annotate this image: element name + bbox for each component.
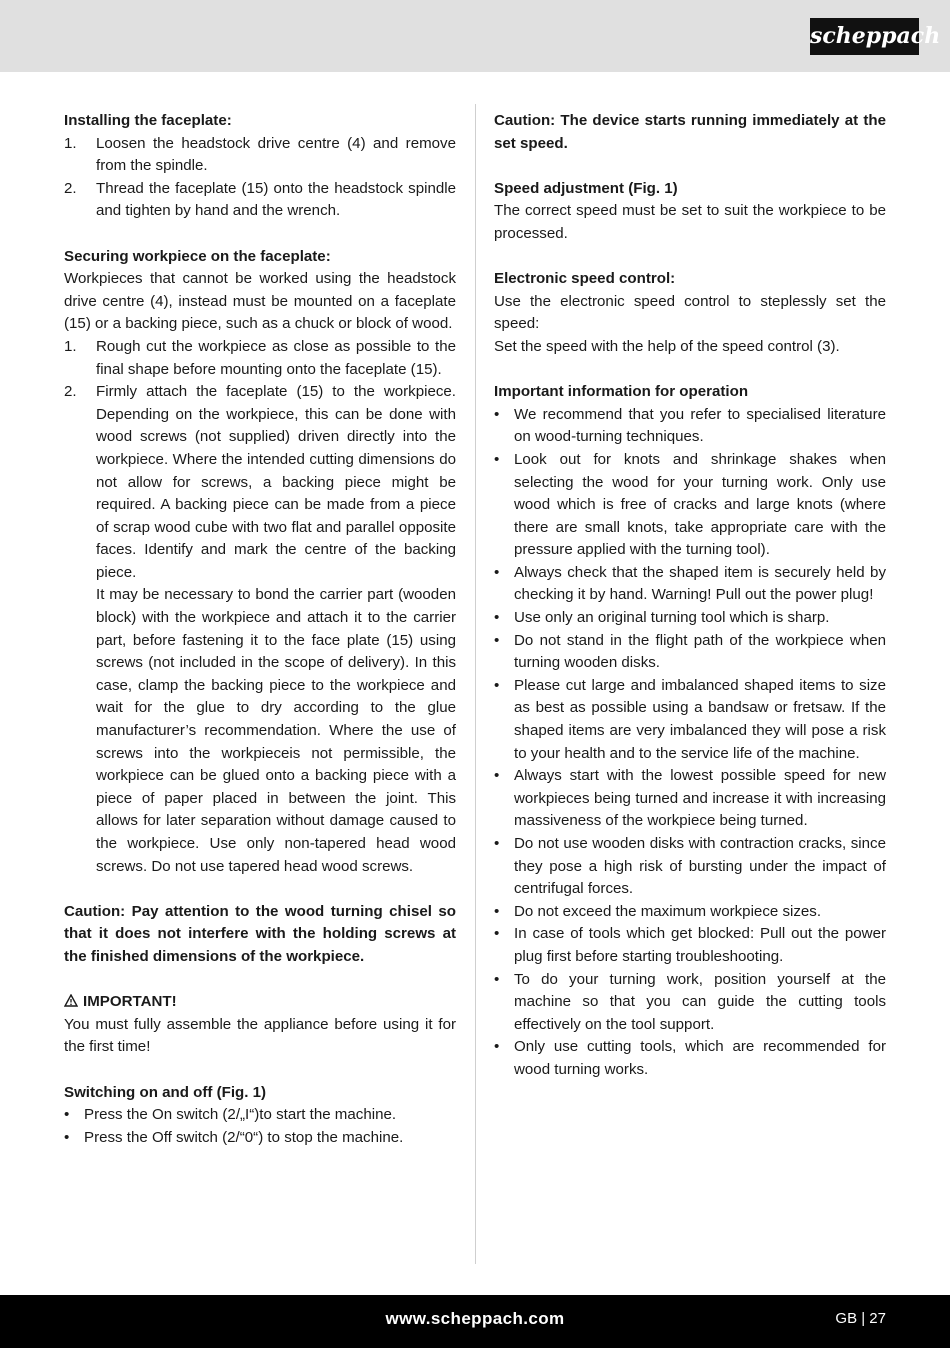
page-footer [0, 1295, 950, 1348]
important-heading: IMPORTANT! [83, 993, 177, 1011]
warning-triangle-icon [64, 994, 78, 1007]
switching-list [64, 1104, 456, 1149]
electronic-heading: Electronic speed control: [494, 270, 676, 288]
important-text: You must fully assemble the appliance before using it for the first time! [64, 1015, 456, 1056]
switching-heading: Switching on and off (Fig. 1) [64, 1083, 267, 1101]
list-item: • Do not use wooden disks with contraction cracks, since they pose a high risk of bursting under the impact of centrifugal forces. [494, 835, 886, 898]
page-header [0, 0, 950, 72]
right-column [494, 110, 886, 1082]
list-item: • Do not exceed the maximum workpiece sizes. [494, 902, 822, 920]
left-column [64, 110, 456, 1149]
important-heading-row [64, 991, 456, 1014]
list-item: 1. Loosen the headstock drive centre (4) and remove from the spindle. [64, 134, 456, 175]
list-item: • Press the On switch (2/„I“)to start the machine. [64, 1106, 397, 1124]
list-item: • We recommend that you refer to specialised literature on wood-turning techniques. [494, 405, 886, 446]
list-item: • To do your turning work, position yourself at the machine so that you can guide the cutting tools effectively on the tool support. [494, 970, 886, 1033]
list-item: • Always start with the lowest possible speed for new workpieces being turned and increase it with increasing massiveness of the workpiece being turned. [494, 767, 886, 830]
faceplate-steps [64, 133, 456, 223]
list-item: • Only use cutting tools, which are recommended for wood turning works. [494, 1038, 886, 1078]
securing-intro: Workpieces that cannot be worked using the headstock drive centre (4), instead must be mounted on a faceplate (15) or a backing piece, such as a chuck or block of wood. [64, 270, 456, 333]
list-item: • Do not stand in the flight path of the workpiece when turning wooden disks. [494, 631, 886, 672]
list-item: It may be necessary to bond the carrier part (wooden block) with the workpiece and attach it to the carrier part, before fastening it to the face plate (15) using screws (not included in the scope of delivery). In this case, clamp the backing piece to the workpiece and wait for the glue to dry according to the glue manufacturer’s recommendation. Where the use of screws into the workpieceis not permissible, the workpiece can be glued onto a backing piece with a piece of paper placed in between the joint. This allows for later separation without damage caused to the workpiece. Use only non-tapered head wood screws. Do not use tapered head wood screws. [96, 586, 456, 875]
page-number: GB | 27 [835, 1310, 886, 1327]
list-item: 1. Rough cut the workpiece as close as possible to the final shape before mounting onto the faceplate (15). [64, 337, 456, 378]
list-item: • In case of tools which get blocked: Pull out the power plug first before starting troubleshooting. [494, 925, 886, 965]
caution-chisel: Caution: Pay attention to the wood turning chisel so that it does not interfere with the holding screws at the finished dimensions of the workpiece. [64, 902, 456, 965]
info-heading: Important information for operation [494, 383, 749, 401]
faceplate-heading: Installing the faceplate: [64, 112, 232, 129]
securing-steps [64, 336, 456, 878]
electronic-text-2: Set the speed with the help of the speed control (3). [494, 337, 840, 355]
speed-text: The correct speed must be set to suit the workpiece to be processed. [494, 202, 886, 242]
list-item: • Always check that the shaped item is securely held by checking it by hand. Warning! Pull out the power plug! [494, 563, 886, 604]
list-item: • Press the Off switch (2/“0“) to stop the machine. [64, 1128, 404, 1146]
list-item: • Use only an original turning tool which is sharp. [494, 609, 830, 627]
list-item: • Please cut large and imbalanced shaped items to size as best as possible using a bandsaw or fretsaw. If the shaped items are very imbalanced they will pose a risk to your health and to the service life of the machine. [494, 676, 886, 762]
securing-heading: Securing workpiece on the faceplate: [64, 247, 331, 265]
speed-heading: Speed adjustment (Fig. 1) [494, 179, 678, 197]
electronic-text-1: Use the electronic speed control to steplessly set the speed: [494, 292, 886, 333]
caution-speed: Caution: The device starts running immediately at the set speed. [494, 112, 886, 152]
info-list [494, 404, 886, 1082]
list-item: 2. Firmly attach the faceplate (15) to the workpiece. Depending on the workpiece, this can be done with wood screws (not supplied) driven directly into the workpiece. Where the intended cutting dimensions do not allow for screws, a backing piece might be required. A backing piece can be made from a piece of scrap wood cube with two flat and parallel opposite faces. Identify and mark the centre of the backing piece. [64, 383, 456, 581]
list-item: 2. Thread the faceplate (15) onto the headstock spindle and tighten by hand and the wrench. [64, 179, 456, 220]
scheppach-logo: scheppach [810, 18, 919, 55]
website-link[interactable]: www.scheppach.com [385, 1309, 565, 1328]
column-divider [475, 104, 476, 1264]
list-item: • Look out for knots and shrinkage shakes when selecting the wood for your turning work. Only use wood which is free of cracks and large knots (where there are small knots, take appropriate care with the pressure applied with the turning tool). [494, 450, 886, 559]
